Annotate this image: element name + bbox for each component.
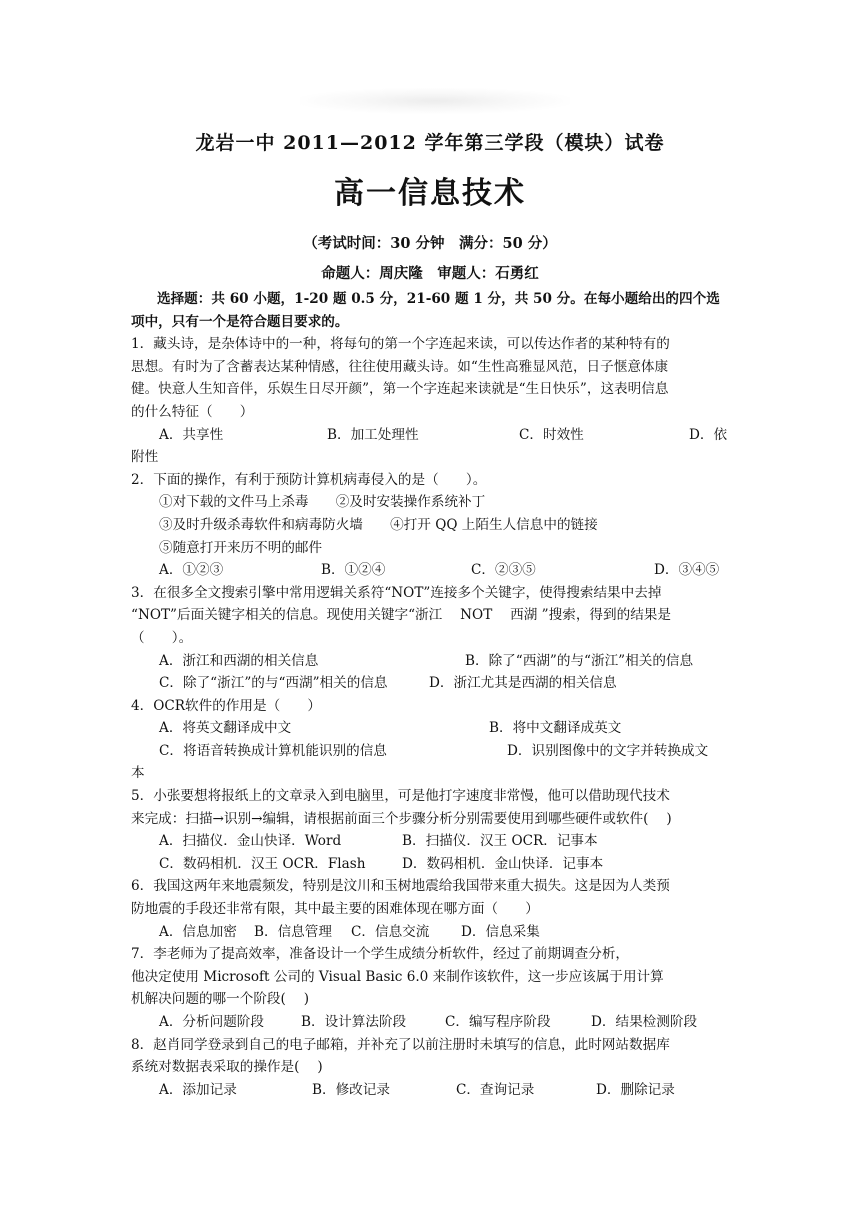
question-3-options bbox=[131, 650, 731, 673]
option-b: B．将中文翻译成英文 bbox=[489, 720, 622, 737]
scan-smudge bbox=[300, 88, 570, 114]
question-7-stem: 7．李老师为了提高效率，准备设计一个学生成绩分析软件，经过了前期调查分析， bbox=[131, 946, 630, 963]
option-d-continued: 本 bbox=[131, 765, 145, 782]
option-c: C．②③⑤ bbox=[471, 562, 536, 579]
question-1-stem: 1．藏头诗，是杂体诗中的一种，将每句的第一个字连起来读，可以传达作者的某种特有的 bbox=[131, 336, 670, 353]
question-2-stem: 2．下面的操作，有利于预防计算机病毒侵入的是（ ）。 bbox=[131, 471, 487, 488]
option-c: C．信息交流 bbox=[351, 923, 430, 940]
question-3-stem: 3．在很多全文搜索引擎中常用逻辑关系符“NOT”连接多个关键字，使得搜索结果中去掉 bbox=[131, 584, 662, 601]
question-5-options bbox=[131, 853, 731, 876]
question-3-stem: （ ）。 bbox=[131, 629, 193, 646]
exam-time-score: （考试时间：30 分钟 满分：50 分） bbox=[303, 235, 557, 252]
option-a: A．扫描仪．金山快译．Word bbox=[159, 833, 342, 850]
question-1-options bbox=[131, 424, 731, 447]
option-c: C．数码相机．汉王 OCR．Flash bbox=[159, 855, 366, 872]
intro-line: 项中，只有一个是符合题目要求的。 bbox=[131, 313, 349, 330]
question-8-stem: 系统对数据表采取的操作是( ) bbox=[131, 1059, 323, 1076]
option-d: D．结果检测阶段 bbox=[591, 1014, 698, 1030]
question-8-stem: 8．赵肖同学登录到自己的电子邮箱，并补充了以前注册时未填写的信息，此时网站数据库 bbox=[131, 1036, 670, 1053]
question-5-stem: 来完成：扫描→识别→编辑，请根据前面三个步骤分析分别需要使用到哪些硬件或软件( ) bbox=[131, 810, 672, 827]
question-2-statement: ①对下载的文件马上杀毒 ②及时安装操作系统补丁 bbox=[159, 494, 486, 511]
option-a: A．共享性 bbox=[159, 426, 224, 443]
option-c: C．查询记录 bbox=[456, 1081, 535, 1098]
question-5-options bbox=[131, 830, 731, 853]
question-5-stem: 5．小张要想将报纸上的文章录入到电脑里，可是他打字速度非常慢，他可以借助现代技术 bbox=[131, 788, 670, 805]
option-d: D．③④⑤ bbox=[654, 562, 720, 579]
question-1-stem: 的什么特征（ ） bbox=[131, 403, 254, 420]
option-b: B．扫描仪．汉王 OCR．记事本 bbox=[402, 833, 598, 850]
option-a: A．①②③ bbox=[159, 562, 224, 579]
question-4-stem: 4．OCR软件的作用是（ ） bbox=[131, 697, 321, 714]
option-d: D．数码相机．金山快译．记事本 bbox=[402, 855, 604, 872]
option-d: D．依 bbox=[689, 426, 728, 443]
question-4-options bbox=[131, 740, 731, 763]
option-c: C．除了“浙江”的与“西湖”相关的信息 bbox=[159, 675, 388, 692]
question-6-stem: 6．我国这两年来地震频发，特别是汶川和玉树地震给我国带来重大损失。这是因为人类预 bbox=[131, 878, 670, 895]
option-b: B．修改记录 bbox=[312, 1081, 390, 1098]
intro-line: 选择题：共 60 小题，1-20 题 0.5 分，21-60 题 1 分，共 50 分。在每小题给出的四个选 bbox=[157, 291, 720, 307]
option-a: A．将英文翻译成中文 bbox=[159, 720, 292, 737]
subject-title: 高一信息技术 bbox=[334, 176, 526, 211]
question-7-options bbox=[131, 1011, 731, 1034]
question-2-statement: ⑤随意打开来历不明的邮件 bbox=[159, 539, 323, 556]
option-d: D．识别图像中的文字并转换成文 bbox=[507, 742, 709, 759]
question-7-stem: 他决定使用 Microsoft 公司的 Visual Basic 6.0 来制作该软件，这一步应该属于用计算 bbox=[131, 968, 664, 985]
question-3-stem: “NOT”后面关键字相关的信息。现使用关键字“浙江 NOT 西湖 ”搜索，得到的结果是 bbox=[131, 607, 671, 624]
question-1-stem: 健。快意人生知音伴，乐娱生日尽开颜”，第一个字连起来读就是“生日快乐”，这表明信息 bbox=[131, 381, 669, 398]
question-3-options bbox=[131, 672, 731, 695]
option-d-continued: 附性 bbox=[131, 449, 159, 466]
option-b: B．加工处理性 bbox=[327, 426, 419, 443]
option-d: D．信息采集 bbox=[461, 923, 540, 940]
option-b: B．除了“西湖”的与“浙江”相关的信息 bbox=[465, 652, 694, 669]
question-8-options bbox=[131, 1079, 731, 1102]
option-d: D．浙江尤其是西湖的相关信息 bbox=[429, 675, 617, 692]
question-7-stem: 机解决问题的哪一个阶段( ) bbox=[131, 991, 310, 1008]
option-b: B．设计算法阶段 bbox=[301, 1014, 407, 1030]
option-a: A．信息加密 bbox=[159, 923, 237, 940]
option-c: C．将语音转换成计算机能识别的信息 bbox=[159, 742, 387, 759]
question-4-options bbox=[131, 717, 731, 740]
option-d: D．删除记录 bbox=[596, 1081, 675, 1098]
exam-title: 龙岩一中 2011—2012 学年第三学段（模块）试卷 bbox=[195, 132, 665, 154]
option-c: C．编写程序阶段 bbox=[445, 1014, 551, 1030]
option-a: A．添加记录 bbox=[159, 1081, 237, 1098]
question-body bbox=[131, 288, 731, 1101]
option-c: C．时效性 bbox=[519, 426, 584, 443]
option-a: A．浙江和西湖的相关信息 bbox=[159, 652, 319, 669]
question-1-stem: 思想。有时为了含蓄表达某种情感，往往使用藏头诗。如“生性高雅显风范，日子惬意体康 bbox=[131, 358, 669, 375]
question-2-statement: ③及时升级杀毒软件和病毒防火墙 ④打开 QQ 上陌生人信息中的链接 bbox=[159, 516, 598, 533]
option-b: B．①②④ bbox=[321, 562, 386, 579]
question-2-options bbox=[131, 559, 731, 582]
exam-authors: 命题人：周庆隆 审题人：石勇红 bbox=[321, 265, 539, 282]
question-6-stem: 防地震的手段还非常有限，其中最主要的困难体现在哪方面（ ） bbox=[131, 901, 539, 918]
option-a: A．分析问题阶段 bbox=[159, 1014, 264, 1030]
question-6-options bbox=[131, 921, 731, 944]
option-b: B．信息管理 bbox=[254, 923, 332, 940]
